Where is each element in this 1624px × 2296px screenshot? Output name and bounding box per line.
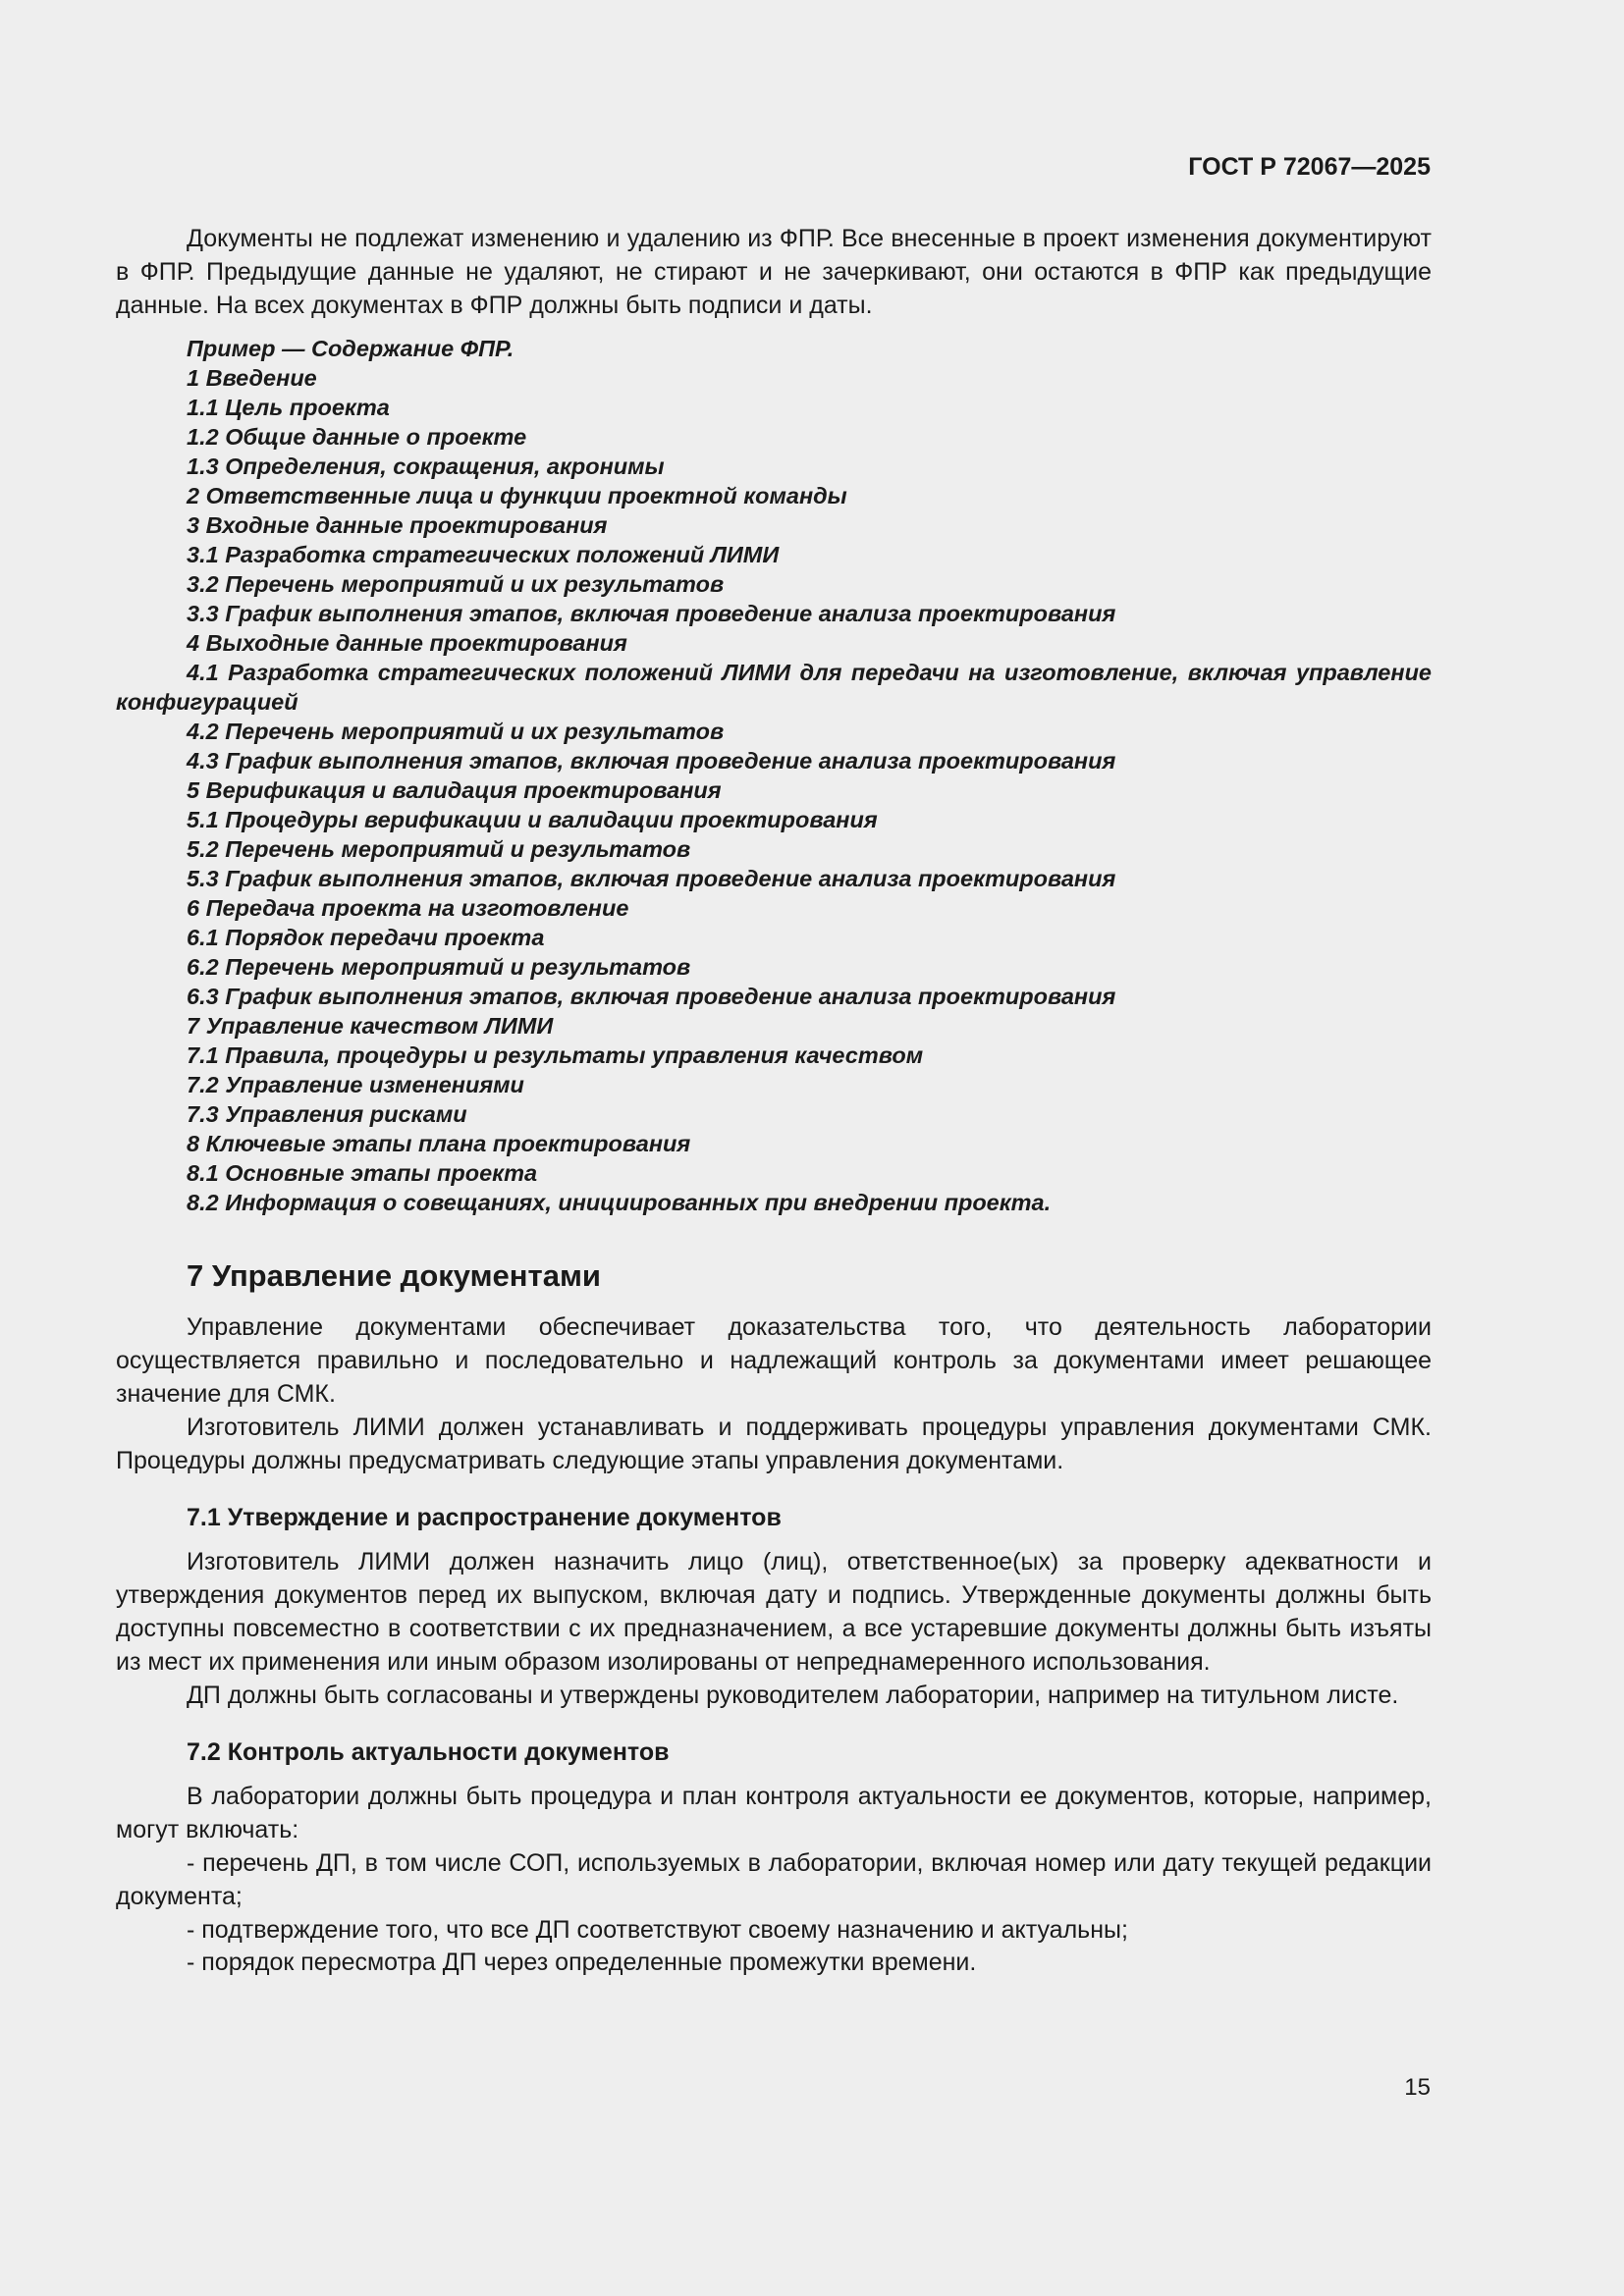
example-line: 4.1 Разработка стратегических положений ЛИМИ для передачи на изготовление, включая управление конфигурацией: [116, 660, 1432, 716]
page-number: 15: [1404, 2074, 1431, 2101]
example-line: 4.3 График выполнения этапов, включая проведение анализа проектирования: [187, 748, 1116, 774]
example-line: 4 Выходные данные проектирования: [187, 630, 627, 657]
example-line: 5.2 Перечень мероприятий и результатов: [187, 836, 691, 863]
example-line: 5.3 График выполнения этапов, включая проведение анализа проектирования: [187, 866, 1116, 892]
example-line: 3.2 Перечень мероприятий и их результатов: [187, 571, 725, 598]
section-7-paragraph: Изготовитель ЛИМИ должен устанавливать и поддерживать процедуры управления документами СМК. Процедуры должны предусматривать следующие этапы управления документами.: [116, 1413, 1432, 1474]
example-line: 6 Передача проекта на изготовление: [187, 895, 629, 922]
example-line: 5 Верификация и валидация проектирования: [187, 777, 722, 804]
example-line: 3 Входные данные проектирования: [187, 512, 608, 539]
example-line: 7.1 Правила, процедуры и результаты управления качеством: [187, 1042, 924, 1069]
section-7-2-paragraph: В лаборатории должны быть процедура и план контроля актуальности ее документов, которые, например, могут включать:: [116, 1783, 1432, 1844]
section-7-2-list-item: - перечень ДП, в том числе СОП, используемых в лаборатории, включая номер или дату текущей редакции документа;: [116, 1848, 1432, 1910]
section-7-1-paragraph: Изготовитель ЛИМИ должен назначить лицо (лиц), ответственное(ых) за проверку адекватности и утверждения документов перед их выпуском, включая дату и подпись. Утвержденные документы должны быть доступны повсеместно в соответствии с их предназначением, а все устаревшие документы должны быть изъяты из мест их применения или иным образом изолированы от непреднамеренного использования.: [116, 1548, 1432, 1676]
example-line: 8 Ключевые этапы плана проектирования: [187, 1131, 691, 1157]
example-line: 3.1 Разработка стратегических положений ЛИМИ: [187, 542, 780, 568]
intro-paragraph: Документы не подлежат изменению и удалению из ФПР. Все внесенные в проект изменения документируют в ФПР. Предыдущие данные не удаляют, не стирают и не зачеркивают, они остаются в ФПР как предыдущие данные. На всех документах в ФПР должны быть подписи и даты.: [116, 225, 1432, 319]
example-line: 7.2 Управление изменениями: [187, 1072, 524, 1098]
document-code: ГОСТ Р 72067—2025: [1188, 153, 1431, 181]
page-body: [116, 223, 1432, 1980]
example-line: 1 Введение: [187, 365, 317, 392]
example-line: Пример — Содержание ФПР.: [187, 336, 514, 362]
example-line: 6.3 График выполнения этапов, включая проведение анализа проектирования: [187, 984, 1116, 1010]
example-line: 1.3 Определения, сокращения, акронимы: [187, 454, 665, 480]
fpr-contents-example: [116, 334, 1432, 1217]
section-7-2-list-item: - подтверждение того, что все ДП соответствуют своему назначению и актуальны;: [187, 1915, 1128, 1944]
example-line: 1.2 Общие данные о проекте: [187, 424, 527, 451]
example-line: 1.1 Цель проекта: [187, 395, 390, 421]
example-line: 4.2 Перечень мероприятий и их результатов: [187, 719, 725, 745]
section-7-2-list-item: - порядок пересмотра ДП через определенные промежутки времени.: [187, 1949, 977, 1977]
example-line: 6.1 Порядок передачи проекта: [187, 925, 545, 951]
example-line: 2 Ответственные лица и функции проектной команды: [187, 483, 847, 509]
example-line: 6.2 Перечень мероприятий и результатов: [187, 954, 691, 981]
example-line: 7 Управление качеством ЛИМИ: [187, 1013, 554, 1040]
example-line: 5.1 Процедуры верификации и валидации проектирования: [187, 807, 878, 833]
example-line: 3.3 График выполнения этапов, включая проведение анализа проектирования: [187, 601, 1116, 627]
example-line: 8.2 Информация о совещаниях, инициированных при внедрении проекта.: [187, 1190, 1052, 1216]
section-7-1-heading: 7.1 Утверждение и распространение документов: [187, 1504, 782, 1532]
section-7-2-heading: 7.2 Контроль актуальности документов: [187, 1738, 670, 1767]
section-7-heading: 7 Управление документами: [187, 1258, 601, 1294]
example-line: 7.3 Управления рисками: [187, 1101, 467, 1128]
example-line: 8.1 Основные этапы проекта: [187, 1160, 538, 1187]
section-7-1-paragraph: ДП должны быть согласованы и утверждены руководителем лаборатории, например на титульном листе.: [187, 1681, 1399, 1709]
section-7-paragraph: Управление документами обеспечивает доказательства того, что деятельность лаборатории осуществляется правильно и последовательно и надлежащий контроль за документами имеет решающее значение для СМК.: [116, 1313, 1432, 1408]
